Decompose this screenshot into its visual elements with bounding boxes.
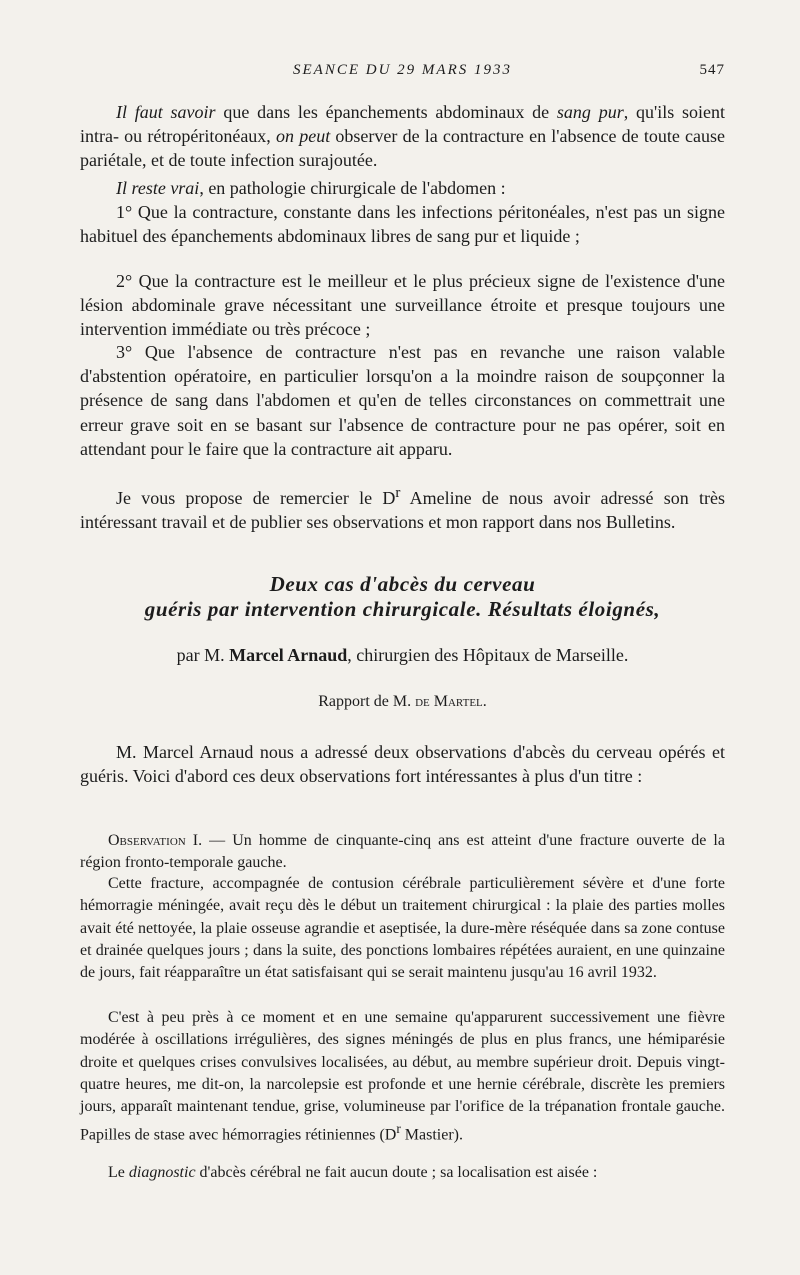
article-title-line-1: Deux cas d'abcès du cerveau bbox=[269, 572, 536, 596]
text: par M. bbox=[176, 645, 230, 665]
running-title: SEANCE DU 29 MARS 1933 bbox=[293, 62, 512, 78]
text: Mastier). bbox=[400, 1126, 463, 1144]
paragraph-body-2: Cette fracture, accompagnée de contusion cérébrale particulièrement sévère et d'une forte hémorragie méningée, avait reçu dès le début un traitement chirurgical : la plaie des parties molles avait été nettoyée, la plaie osseuse agrandie et aseptisée, la dure-mère réséquée dans sa zone contuse et drainée quelques jours ; dans la suite, des ponctions lombaires répétées auraient, en une quinzaine de jours, fait réapparaître un état satisfaisant qui se serait maintenu jusqu'au 16 avril 1932. bbox=[80, 875, 725, 982]
author-name: Marcel Arnaud bbox=[229, 645, 348, 665]
paragraph-point-1: 1° Que la contracture, constante dans les infections péritonéales, n'est pas un signe habituel des épanchements abdominaux libres de sang pur et liquide ; bbox=[80, 202, 725, 247]
text: . bbox=[482, 693, 487, 710]
emphasis-text: diagnostic bbox=[128, 1164, 196, 1181]
emphasis-text: Il faut savoir bbox=[116, 102, 216, 122]
observation-label: Observation I. bbox=[108, 832, 203, 849]
emphasis-text: Il reste vrai bbox=[116, 178, 200, 198]
paragraph-intro-1 bbox=[80, 100, 725, 173]
paragraph-body-3 bbox=[80, 1007, 725, 1147]
text: , en pathologie chirurgicale de l'abdomen : bbox=[199, 178, 506, 198]
page-number: 547 bbox=[699, 62, 725, 78]
superscript: r bbox=[395, 485, 401, 501]
reporter-name: de Martel bbox=[415, 693, 483, 710]
text: — Un homme de cinquante-cinq ans est atteint d'une fracture ouverte de la région fronto-temporale gauche. bbox=[80, 832, 725, 872]
text: Ameline de nous avoir adressé son très intéressant travail et de publier ses observations et mon rapport dans nos Bulletins. bbox=[80, 488, 725, 533]
paragraph-body-4 bbox=[80, 1162, 725, 1184]
paragraph-body-1: M. Marcel Arnaud nous a adressé deux observations d'abcès du cerveau opérés et guéris. Voici d'abord ces deux observations fort intéressantes à plus d'un titre : bbox=[80, 742, 725, 787]
paragraph-intro-2 bbox=[80, 176, 725, 200]
text: , qu'ils soient intra- ou rétropéritonéaux, bbox=[80, 102, 726, 147]
paragraph-conclusion bbox=[80, 481, 725, 534]
text: C'est à peu près à ce moment et en une semaine qu'apparurent successivement une fièvre modérée à oscillations irrégulières, des signes méningés de plus en plus francs, une hémiparésie droite et quelques crises convulsives localisées, au début, au membre supérieur droit. Depuis vingt-quatre heures, me dit-on, la narcolepsie est profonde et une hernie cérébrale, discrète les premiers jours, apparaît maintenant tendue, grise, volumineuse par l'orifice de la trépanation frontale gauche. Papilles de stase avec hémorragies rétiniennes (D bbox=[80, 1009, 725, 1144]
text: observer de la contracture en l'absence de toute cause pariétale, et de toute infection surajoutée. bbox=[80, 126, 726, 171]
text: Rapport de M. bbox=[318, 693, 416, 710]
text: que dans les épanchements abdominaux de bbox=[215, 102, 557, 122]
byline bbox=[80, 645, 725, 666]
article-title-line-2: guéris par intervention chirurgicale. Résultats éloignés, bbox=[144, 597, 661, 621]
emphasis-text: sang pur bbox=[556, 102, 624, 122]
report-attribution bbox=[80, 693, 725, 711]
superscript: r bbox=[396, 1121, 401, 1137]
paragraph-point-3: 3° Que l'absence de contracture n'est pas en revanche une raison valable d'abstention opératoire, en particulier lorsqu'on a la moindre raison de soupçonner la présence de sang dans l'abdomen et qu'en de telles circonstances on commettrait une erreur grave soit en se basant sur l'absence de contracture pour ne pas opérer, soit en attendant pour le faire que la contracture ait apparu. bbox=[80, 342, 725, 459]
paragraph-observation-1 bbox=[80, 830, 725, 875]
emphasis-text: on peut bbox=[276, 126, 331, 147]
running-head bbox=[80, 62, 725, 82]
text: d'abcès cérébral ne fait aucun doute ; sa localisation est aisée : bbox=[195, 1164, 598, 1181]
text: Je vous propose de remercier le D bbox=[116, 488, 396, 508]
text: Le bbox=[108, 1164, 129, 1181]
text: , chirurgien des Hôpitaux de Marseille. bbox=[347, 645, 629, 665]
paragraph-point-2: 2° Que la contracture est le meilleur et le plus précieux signe de l'existence d'une lésion abdominale grave nécessitant une surveillance étroite et presque toujours une intervention immédiate ou très précoce ; bbox=[80, 271, 725, 340]
